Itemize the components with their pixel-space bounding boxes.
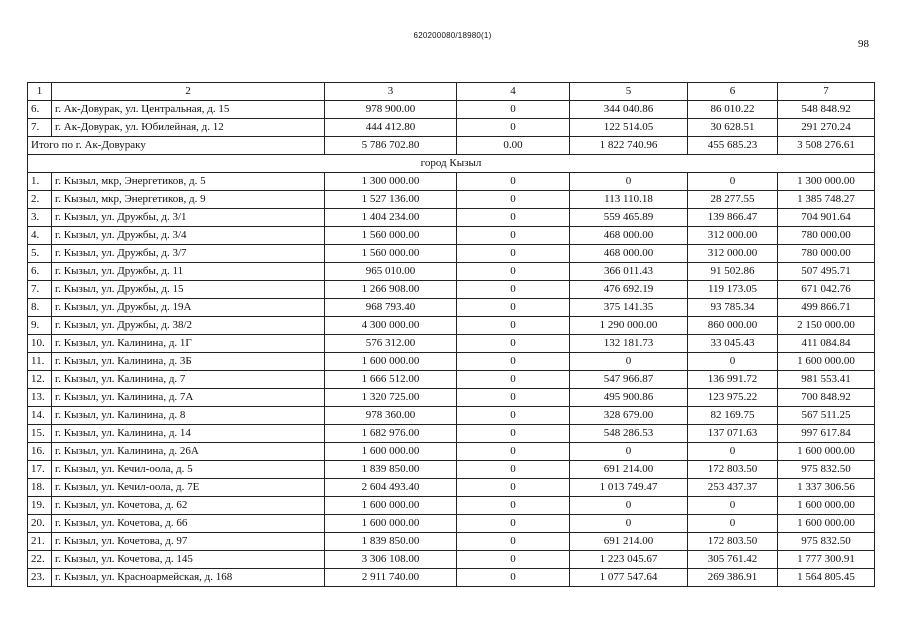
table-cell: 13.: [28, 389, 52, 407]
table-cell: 21.: [28, 533, 52, 551]
table-cell: 4 300 000.00: [325, 317, 457, 335]
table-cell: 122 514.05: [570, 119, 688, 137]
table-cell: 965 010.00: [325, 263, 457, 281]
table-cell: 0: [457, 191, 570, 209]
table-cell: 93 785.34: [688, 299, 778, 317]
table-cell: 1 600 000.00: [325, 443, 457, 461]
table-cell: 0: [457, 317, 570, 335]
table-cell: г. Кызыл, мкр, Энергетиков, д. 5: [52, 173, 325, 191]
total-row: [28, 137, 875, 155]
table-cell: 671 042.76: [778, 281, 875, 299]
table-cell: 0: [570, 515, 688, 533]
table-cell: 82 169.75: [688, 407, 778, 425]
table-cell: г. Кызыл, ул. Кечил-оола, д. 7Е: [52, 479, 325, 497]
table-cell: г. Кызыл, ул. Дружбы, д. 19А: [52, 299, 325, 317]
table-cell: 1 223 045.67: [570, 551, 688, 569]
table-cell: 1 300 000.00: [778, 173, 875, 191]
table-cell: 411 084.84: [778, 335, 875, 353]
table-cell: г. Кызыл, ул. Кочетова, д. 62: [52, 497, 325, 515]
table-row: [28, 569, 875, 587]
column-header: 1: [28, 83, 52, 101]
table-row: [28, 245, 875, 263]
section-title: город Кызыл: [28, 155, 875, 173]
table-cell: 860 000.00: [688, 317, 778, 335]
column-header: 3: [325, 83, 457, 101]
table-cell: 14.: [28, 407, 52, 425]
table-cell: 468 000.00: [570, 245, 688, 263]
table-cell: г. Кызыл, ул. Кочетова, д. 145: [52, 551, 325, 569]
table-cell: 328 679.00: [570, 407, 688, 425]
table-row: [28, 479, 875, 497]
table-cell: 2 150 000.00: [778, 317, 875, 335]
table-cell: 1 266 908.00: [325, 281, 457, 299]
table-cell: г. Кызыл, ул. Калинина, д. 3Б: [52, 353, 325, 371]
table-cell: 997 617.84: [778, 425, 875, 443]
table-cell: г. Кызыл, ул. Калинина, д. 1Г: [52, 335, 325, 353]
table-cell: 0: [457, 389, 570, 407]
document-id: 620200080/18980(1): [413, 31, 492, 40]
table-cell: 6.: [28, 263, 52, 281]
table-cell: 113 110.18: [570, 191, 688, 209]
column-header: 7: [778, 83, 875, 101]
table-row: [28, 299, 875, 317]
table-cell: 0: [457, 353, 570, 371]
table-cell: 7.: [28, 119, 52, 137]
table-cell: 576 312.00: [325, 335, 457, 353]
table-cell: 17.: [28, 461, 52, 479]
total-label: Итого по г. Ак-Довураку: [28, 137, 325, 155]
table-cell: 2 604 493.40: [325, 479, 457, 497]
table-cell: 1 600 000.00: [325, 515, 457, 533]
table-cell: 567 511.25: [778, 407, 875, 425]
table-cell: 499 866.71: [778, 299, 875, 317]
table-cell: 0: [457, 227, 570, 245]
table-cell: 0: [688, 497, 778, 515]
table-cell: 8.: [28, 299, 52, 317]
table-row: [28, 263, 875, 281]
table-cell: 548 848.92: [778, 101, 875, 119]
table-cell: 1 600 000.00: [778, 515, 875, 533]
table-cell: г. Ак-Довурак, ул. Юбилейная, д. 12: [52, 119, 325, 137]
table-cell: 0: [570, 353, 688, 371]
table-cell: г. Кызыл, ул. Красноармейская, д. 168: [52, 569, 325, 587]
table-cell: 366 011.43: [570, 263, 688, 281]
table-row: [28, 209, 875, 227]
table-cell: 20.: [28, 515, 52, 533]
table-cell: 15.: [28, 425, 52, 443]
table-cell: 559 465.89: [570, 209, 688, 227]
table-cell: г. Кызыл, ул. Дружбы, д. 3/4: [52, 227, 325, 245]
table-row: [28, 497, 875, 515]
column-header: 5: [570, 83, 688, 101]
table-cell: 375 141.35: [570, 299, 688, 317]
table-cell: 1 385 748.27: [778, 191, 875, 209]
table-cell: 2.: [28, 191, 52, 209]
table-cell: 1 564 805.45: [778, 569, 875, 587]
table-row: [28, 173, 875, 191]
table-row: [28, 281, 875, 299]
table-row: [28, 551, 875, 569]
page-number: 98: [858, 38, 869, 50]
table-cell: 2 911 740.00: [325, 569, 457, 587]
table-cell: 691 214.00: [570, 461, 688, 479]
table-cell: 0: [457, 119, 570, 137]
table-cell: 1.: [28, 173, 52, 191]
table-cell: 119 173.05: [688, 281, 778, 299]
section-row: [28, 155, 875, 173]
table-cell: г. Кызыл, ул. Калинина, д. 14: [52, 425, 325, 443]
table-cell: 1 320 725.00: [325, 389, 457, 407]
table-cell: 975 832.50: [778, 461, 875, 479]
table-cell: 0: [457, 461, 570, 479]
column-header: 6: [688, 83, 778, 101]
total-cell: 3 508 276.61: [778, 137, 875, 155]
table-row: [28, 389, 875, 407]
table-cell: 978 900.00: [325, 101, 457, 119]
table-cell: 468 000.00: [570, 227, 688, 245]
table-row: [28, 353, 875, 371]
total-cell: 455 685.23: [688, 137, 778, 155]
table-cell: 1 600 000.00: [778, 443, 875, 461]
table-cell: 19.: [28, 497, 52, 515]
table-cell: г. Кызыл, ул. Кочетова, д. 97: [52, 533, 325, 551]
table-cell: 968 793.40: [325, 299, 457, 317]
table-cell: 0: [457, 569, 570, 587]
table-cell: г. Кызыл, ул. Калинина, д. 7А: [52, 389, 325, 407]
table-cell: 0: [457, 443, 570, 461]
table-cell: 22.: [28, 551, 52, 569]
total-cell: 0.00: [457, 137, 570, 155]
table-row: [28, 533, 875, 551]
table-cell: 700 848.92: [778, 389, 875, 407]
table-cell: 172 803.50: [688, 533, 778, 551]
table-row: [28, 443, 875, 461]
table-body: [28, 83, 875, 587]
table-cell: 704 901.64: [778, 209, 875, 227]
table-cell: 11.: [28, 353, 52, 371]
table-cell: 1 013 749.47: [570, 479, 688, 497]
table-cell: 1 300 000.00: [325, 173, 457, 191]
table-cell: г. Кызыл, ул. Кочетова, д. 66: [52, 515, 325, 533]
table-cell: 0: [457, 299, 570, 317]
table-cell: 132 181.73: [570, 335, 688, 353]
total-cell: 1 822 740.96: [570, 137, 688, 155]
table-cell: 0: [457, 335, 570, 353]
table-row: [28, 119, 875, 137]
table-cell: г. Ак-Довурак, ул. Центральная, д. 15: [52, 101, 325, 119]
table-cell: 253 437.37: [688, 479, 778, 497]
table-cell: г. Кызыл, ул. Дружбы, д. 3/7: [52, 245, 325, 263]
table-cell: 0: [570, 497, 688, 515]
table-cell: 0: [570, 173, 688, 191]
table-cell: 291 270.24: [778, 119, 875, 137]
table-cell: 0: [688, 353, 778, 371]
table-row: [28, 191, 875, 209]
table-cell: 0: [457, 209, 570, 227]
table-cell: 1 290 000.00: [570, 317, 688, 335]
table-cell: 1 337 306.56: [778, 479, 875, 497]
table-cell: 137 071.63: [688, 425, 778, 443]
table-cell: 23.: [28, 569, 52, 587]
table-cell: 0: [457, 515, 570, 533]
table-cell: 3 306 108.00: [325, 551, 457, 569]
table-cell: г. Кызыл, ул. Калинина, д. 7: [52, 371, 325, 389]
table-cell: 0: [457, 101, 570, 119]
table-cell: г. Кызыл, ул. Дружбы, д. 11: [52, 263, 325, 281]
table-cell: 28 277.55: [688, 191, 778, 209]
table-cell: 139 866.47: [688, 209, 778, 227]
table-cell: 7.: [28, 281, 52, 299]
table-cell: 305 761.42: [688, 551, 778, 569]
table-cell: 344 040.86: [570, 101, 688, 119]
table-cell: 495 900.86: [570, 389, 688, 407]
column-header: 4: [457, 83, 570, 101]
table-cell: 0: [457, 407, 570, 425]
table-cell: 780 000.00: [778, 245, 875, 263]
table-cell: 1 077 547.64: [570, 569, 688, 587]
data-table: [27, 82, 875, 587]
table-cell: 507 495.71: [778, 263, 875, 281]
table-cell: 0: [457, 533, 570, 551]
table-cell: 0: [457, 497, 570, 515]
table-cell: 975 832.50: [778, 533, 875, 551]
table-cell: 91 502.86: [688, 263, 778, 281]
table-cell: 1 560 000.00: [325, 245, 457, 263]
table-row: [28, 317, 875, 335]
table-cell: г. Кызыл, ул. Калинина, д. 26А: [52, 443, 325, 461]
table-cell: 0: [570, 443, 688, 461]
table-cell: 9.: [28, 317, 52, 335]
table-cell: 1 839 850.00: [325, 533, 457, 551]
table-cell: 1 600 000.00: [778, 497, 875, 515]
table-cell: 16.: [28, 443, 52, 461]
table-row: [28, 425, 875, 443]
table-cell: 0: [457, 371, 570, 389]
table-cell: 123 975.22: [688, 389, 778, 407]
table-cell: 0: [457, 479, 570, 497]
table-cell: г. Кызыл, ул. Дружбы, д. 38/2: [52, 317, 325, 335]
table-cell: 269 386.91: [688, 569, 778, 587]
table-cell: 12.: [28, 371, 52, 389]
table-cell: 1 600 000.00: [325, 497, 457, 515]
header-row: [28, 83, 875, 101]
table-cell: г. Кызыл, ул. Дружбы, д. 15: [52, 281, 325, 299]
table-row: [28, 335, 875, 353]
table-cell: г. Кызыл, ул. Калинина, д. 8: [52, 407, 325, 425]
table-cell: 3.: [28, 209, 52, 227]
table-cell: 5.: [28, 245, 52, 263]
table-row: [28, 461, 875, 479]
table-cell: 6.: [28, 101, 52, 119]
table-cell: 1 404 234.00: [325, 209, 457, 227]
table-cell: 0: [457, 173, 570, 191]
table-cell: г. Кызыл, мкр, Энергетиков, д. 9: [52, 191, 325, 209]
table-cell: 780 000.00: [778, 227, 875, 245]
table-cell: 1 682 976.00: [325, 425, 457, 443]
table-cell: 547 966.87: [570, 371, 688, 389]
table-cell: г. Кызыл, ул. Кечил-оола, д. 5: [52, 461, 325, 479]
table-cell: 0: [457, 425, 570, 443]
table-cell: 1 600 000.00: [778, 353, 875, 371]
table-cell: 33 045.43: [688, 335, 778, 353]
table-cell: 548 286.53: [570, 425, 688, 443]
table-cell: 1 527 136.00: [325, 191, 457, 209]
table-cell: 444 412.80: [325, 119, 457, 137]
table-cell: 4.: [28, 227, 52, 245]
table-row: [28, 227, 875, 245]
table-cell: 312 000.00: [688, 227, 778, 245]
table-row: [28, 371, 875, 389]
table-cell: 0: [457, 245, 570, 263]
table-cell: 30 628.51: [688, 119, 778, 137]
column-header: 2: [52, 83, 325, 101]
table-cell: 981 553.41: [778, 371, 875, 389]
table-cell: 1 600 000.00: [325, 353, 457, 371]
table-cell: 1 666 512.00: [325, 371, 457, 389]
table-cell: 86 010.22: [688, 101, 778, 119]
table-cell: 172 803.50: [688, 461, 778, 479]
table-row: [28, 101, 875, 119]
table-cell: 18.: [28, 479, 52, 497]
table-cell: 0: [457, 551, 570, 569]
table-cell: 1 777 300.91: [778, 551, 875, 569]
table-cell: 136 991.72: [688, 371, 778, 389]
table-cell: 0: [688, 443, 778, 461]
table-row: [28, 407, 875, 425]
table-cell: 0: [688, 173, 778, 191]
table-cell: 1 839 850.00: [325, 461, 457, 479]
table-cell: 0: [457, 263, 570, 281]
table-cell: 0: [688, 515, 778, 533]
table-cell: 476 692.19: [570, 281, 688, 299]
table-cell: 1 560 000.00: [325, 227, 457, 245]
total-cell: 5 786 702.80: [325, 137, 457, 155]
table-cell: г. Кызыл, ул. Дружбы, д. 3/1: [52, 209, 325, 227]
table-cell: 691 214.00: [570, 533, 688, 551]
table-cell: 10.: [28, 335, 52, 353]
table-row: [28, 515, 875, 533]
table-cell: 312 000.00: [688, 245, 778, 263]
table-cell: 978 360.00: [325, 407, 457, 425]
table-cell: 0: [457, 281, 570, 299]
